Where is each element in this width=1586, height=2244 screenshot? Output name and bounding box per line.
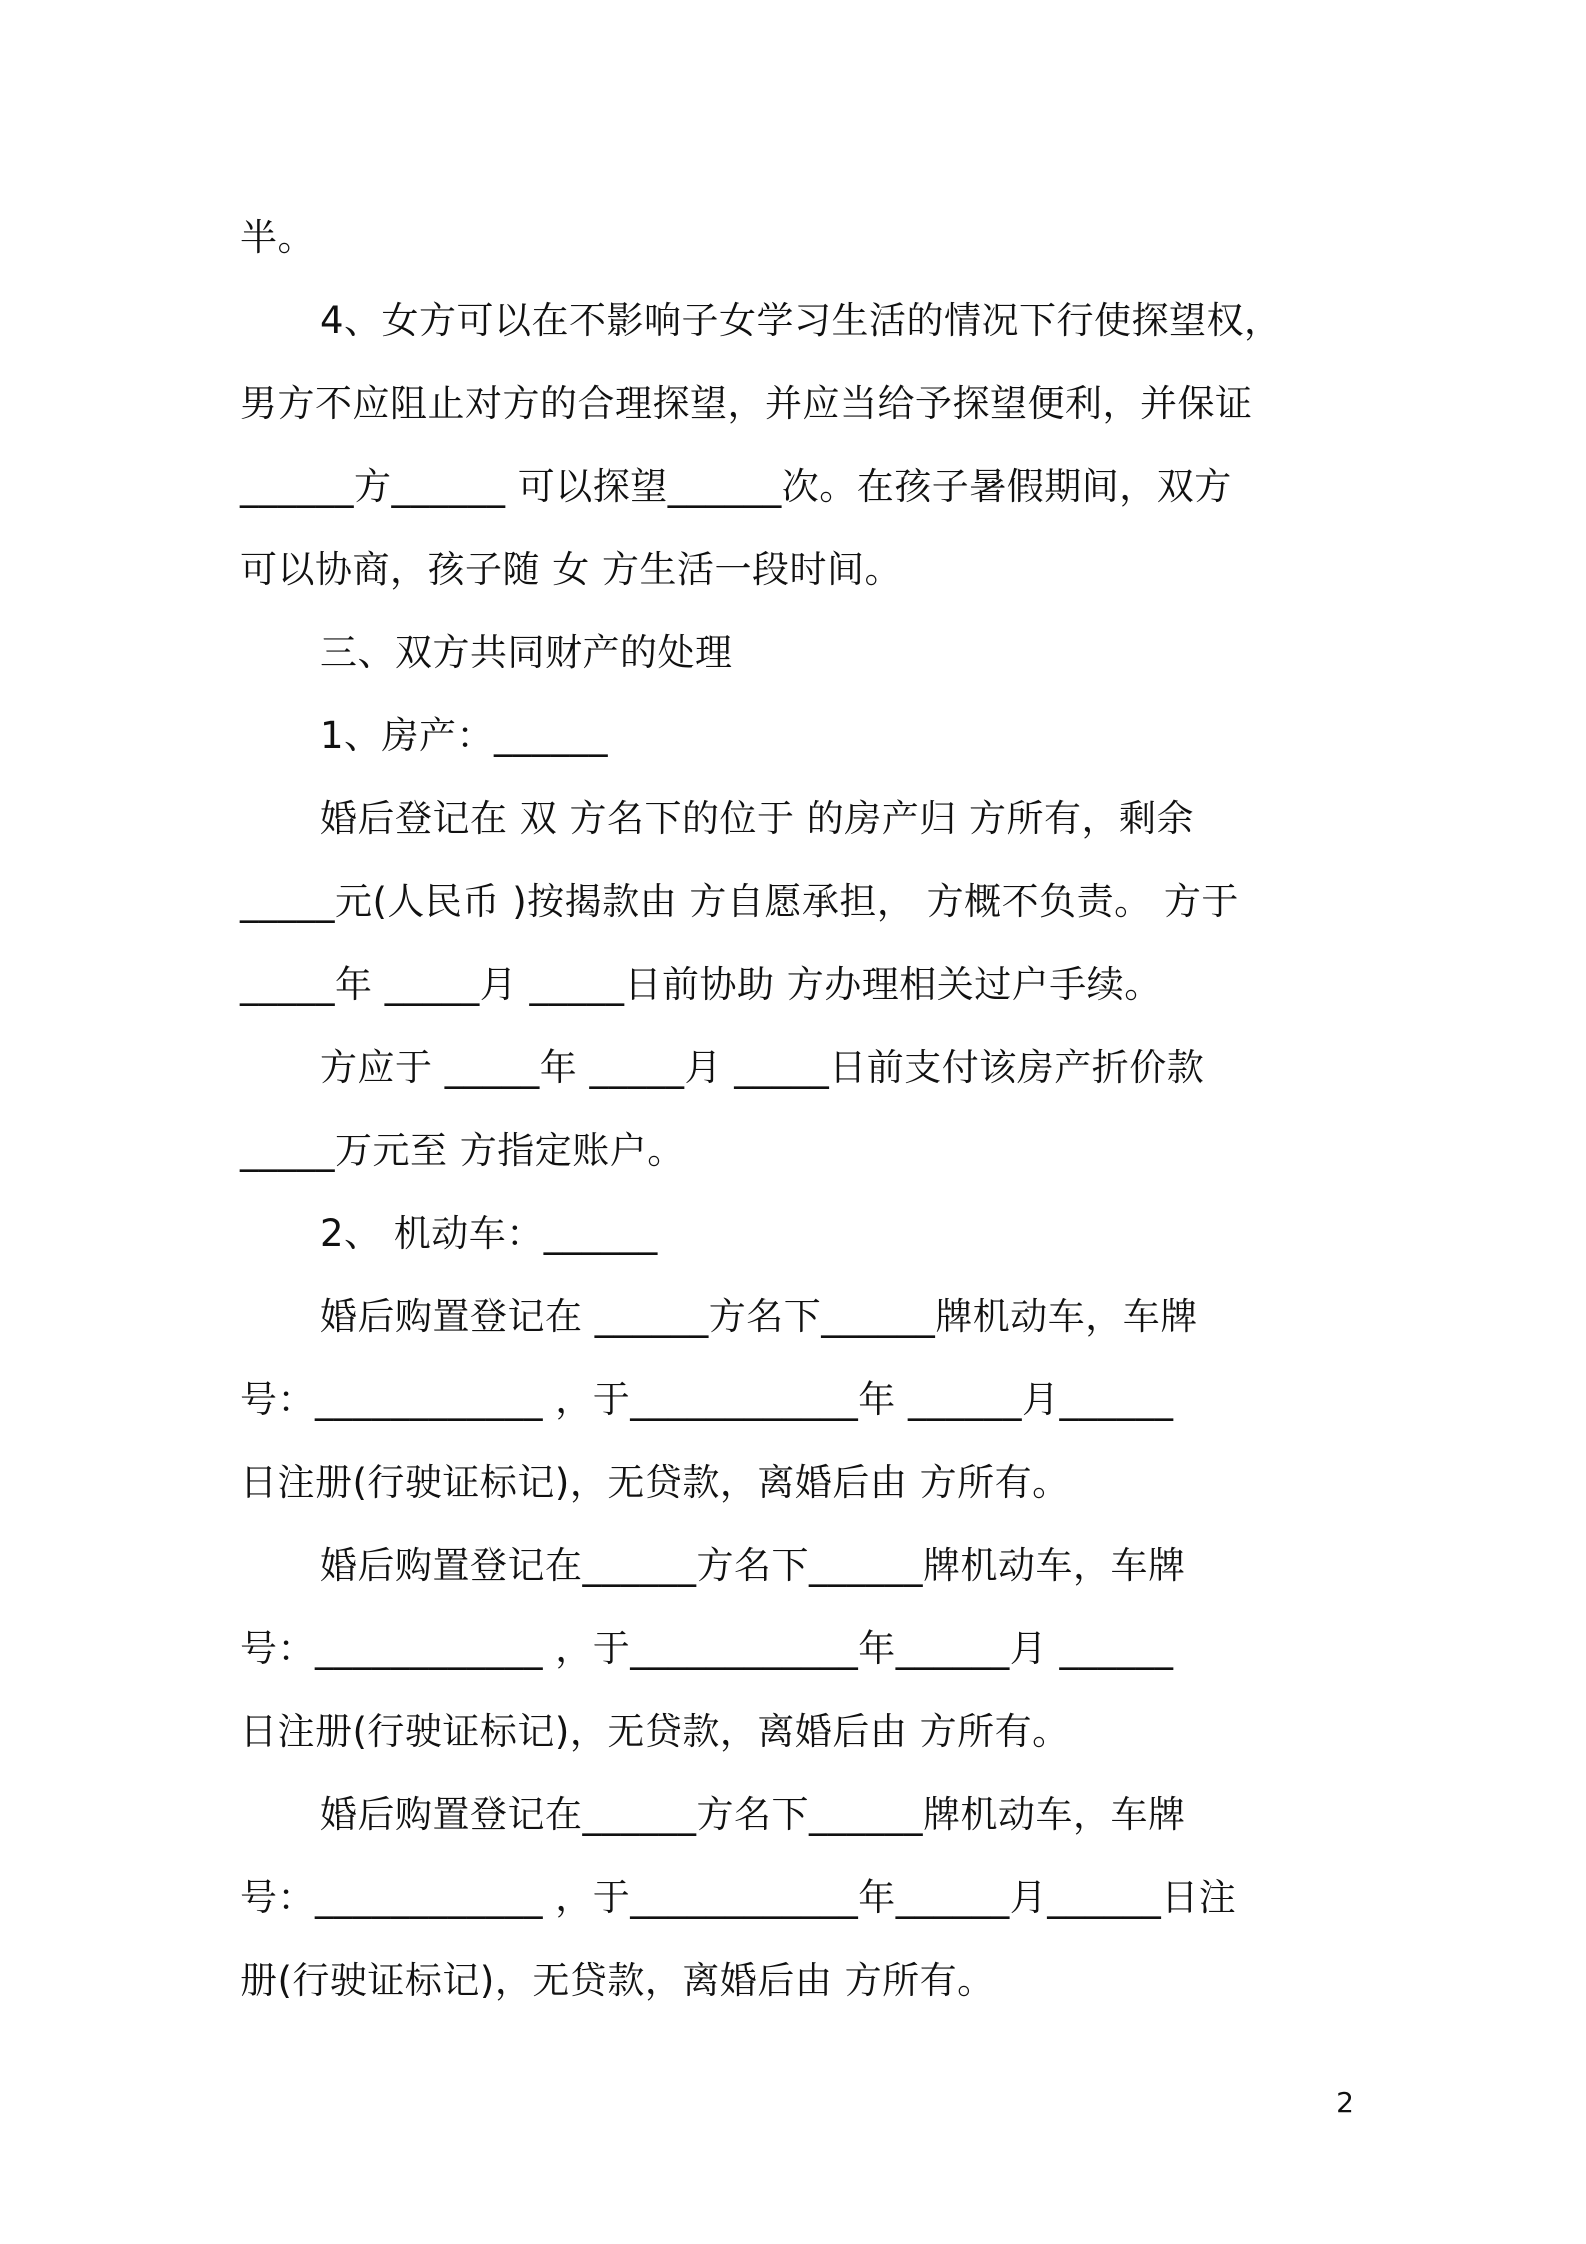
text-line-9: _____元(人民币 )按揭款由 方自愿承担， 方概不负责。 方于 [240,880,1239,923]
text-line-19: 日注册(行驶证标记)，无贷款，离婚后由 方所有。 [240,1710,1070,1753]
text-line-17: 婚后购置登记在______方名下______牌机动车，车牌 [320,1544,1186,1587]
text-line-1: 半。 [240,216,315,259]
text-line-2: 4、女方可以在不影响子女学习生活的情况下行使探望权， [320,299,1282,342]
text-line-14: 婚后购置登记在 ______方名下______牌机动车，车牌 [320,1295,1198,1338]
text-line-4: ______方______ 可以探望______次。在孩子暑假期间，双方 [240,465,1232,508]
text-line-20: 婚后购置登记在______方名下______牌机动车，车牌 [320,1793,1186,1836]
text-line-18: 号：____________ ，于____________年______月 ______ [240,1627,1174,1670]
text-line-15: 号：____________ ，于____________年 ______月______ [240,1378,1174,1421]
text-line-8: 婚后登记在 双 方名下的位于 的房产归 方所有，剩余 [320,797,1195,840]
text-line-11: 方应于 _____年 _____月 _____日前支付该房产折价款 [320,1046,1205,1089]
text-line-3: 男方不应阻止对方的合理探望，并应当给予探望便利，并保证 [240,382,1253,425]
page-number: 2 [1336,2086,1354,2119]
subheading-motor-vehicle: 2、 机动车：______ [320,1212,658,1255]
text-line-16: 日注册(行驶证标记)，无贷款，离婚后由 方所有。 [240,1461,1070,1504]
text-line-10: _____年 _____月 _____日前协助 方办理相关过户手续。 [240,963,1162,1006]
text-line-12: _____万元至 方指定账户。 [240,1129,685,1172]
subheading-house-property: 1、房产：______ [320,714,609,757]
section-heading-joint-property: 三、双方共同财产的处理 [320,631,733,674]
text-line-5: 可以协商，孩子随 女 方生活一段时间。 [240,548,903,591]
text-line-22: 册(行驶证标记)，无贷款，离婚后由 方所有。 [240,1959,995,2002]
document-body [240,196,1350,2022]
text-line-21: 号：____________ ，于____________年______月______日注 [240,1876,1237,1919]
